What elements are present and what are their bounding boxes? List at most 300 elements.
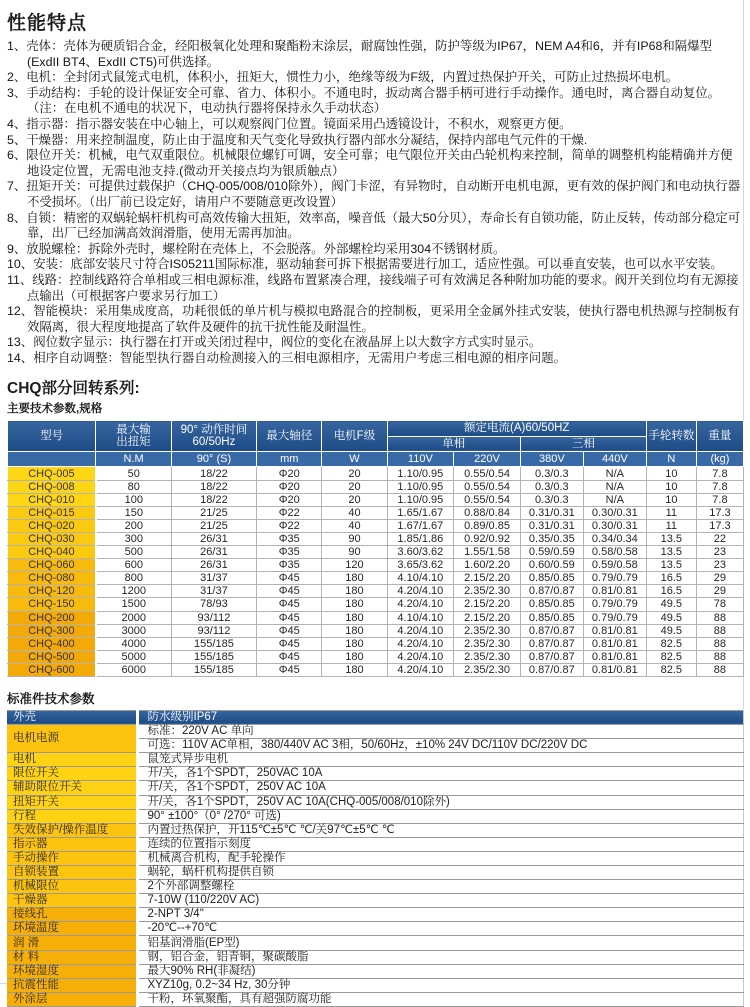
spec-table-row (8, 611, 744, 624)
current-440v-cell: 0.81/0.81 (583, 637, 646, 650)
current-380v-cell: 0.87/0.87 (520, 585, 583, 598)
current-220v-cell: 1.55/1.58 (454, 546, 521, 559)
standard-table (7, 710, 744, 1007)
motor-cell: 20 (322, 467, 387, 480)
motor-cell: 180 (322, 572, 387, 585)
feature-number: 8、 (7, 210, 27, 225)
standard-label: 扭矩开关 (7, 795, 137, 809)
current-220v-cell: 0.55/0.54 (454, 480, 521, 493)
model-cell: CHQ-005 (8, 467, 96, 480)
motor-cell: 20 (322, 493, 387, 506)
standard-table-head-rows (7, 710, 744, 752)
col-header-single-phase: 单相 (387, 436, 520, 452)
current-380v-cell: 0.87/0.87 (520, 624, 583, 637)
torque-cell: 3000 (96, 624, 171, 637)
feature-text: 相序自动调整：智能型执行器自动检测接入的三相电源相序，无需用户考虑三相电源的相序问题。 (33, 350, 566, 365)
torque-cell: 5000 (96, 650, 171, 663)
standard-value: 7-10W (110/220V AC) (137, 894, 744, 908)
time-cell: 93/112 (171, 611, 256, 624)
weight-cell: 7.8 (696, 467, 743, 480)
feature-text: 安装：底部安装尺寸符合IS05211国际标准，驱动轴套可拆下根据需要进行加工，适应性强。可以垂直安装，也可以水平安装。 (33, 257, 723, 272)
shaft-cell: Φ45 (257, 611, 322, 624)
motor-cell: 90 (322, 546, 387, 559)
current-110v-cell: 1.85/1.86 (387, 532, 454, 545)
current-220v-cell: 2.35/2.30 (454, 585, 521, 598)
standard-label: 电机电源 (7, 725, 137, 753)
current-110v-cell: 3.60/3.62 (387, 546, 454, 559)
time-cell: 31/37 (171, 572, 256, 585)
feature-item (7, 117, 743, 133)
standard-label: 环境温度 (7, 922, 137, 936)
shaft-cell: Φ45 (257, 637, 322, 650)
motor-cell: 40 (322, 519, 387, 532)
handwheel-cell: 10 (646, 480, 696, 493)
standard-label: 机械限位 (7, 880, 137, 894)
standard-value: 机械离合机构，配手轮操作 (137, 851, 744, 865)
spec-table-row (8, 663, 744, 676)
current-440v-cell: 0.30/0.31 (583, 519, 646, 532)
spec-table-row (8, 572, 744, 585)
torque-cell: 6000 (96, 663, 171, 676)
current-440v-cell: N/A (583, 493, 646, 506)
shaft-cell: Φ45 (257, 624, 322, 637)
model-cell: CHQ-400 (8, 637, 96, 650)
standard-label: 行程 (7, 809, 137, 823)
motor-cell: 180 (322, 598, 387, 611)
handwheel-cell: 82.5 (646, 663, 696, 676)
standard-row (7, 922, 744, 936)
torque-cell: 2000 (96, 611, 171, 624)
standard-label: 润 滑 (7, 936, 137, 950)
feature-item (7, 39, 743, 70)
standard-value: 2-NPT 3/4" (137, 908, 744, 922)
torque-cell: 100 (96, 493, 171, 506)
motor-cell: 120 (322, 559, 387, 572)
current-440v-cell: N/A (583, 480, 646, 493)
feature-text: 限位开关：机械，电气双重限位。机械限位螺钉可调，安全可靠；电气限位开关由凸轮机构来控制，简单的调整机构能精确并方便地设定位置，无需电池支持.(微动开关接点均为银质触点） (26, 148, 733, 178)
time-cell: 93/112 (171, 624, 256, 637)
current-110v-cell: 1.10/0.95 (387, 480, 454, 493)
feature-number: 9、 (7, 241, 27, 256)
time-cell: 78/93 (171, 598, 256, 611)
standard-value: XYZ10g, 0.2~34 Hz, 30分钟 (137, 978, 744, 992)
standard-value: 开/关，各1个SPDT，250V AC 10A (137, 781, 744, 795)
model-cell: CHQ-200 (8, 611, 96, 624)
current-380v-cell: 0.85/0.85 (520, 598, 583, 611)
handwheel-cell: 10 (646, 493, 696, 506)
standard-section-title: 标准件技术参数 (7, 691, 95, 706)
standard-row (7, 866, 744, 880)
feature-number: 3、 (7, 85, 27, 100)
feature-number: 2、 (7, 70, 27, 85)
time-cell: 18/22 (171, 480, 256, 493)
standard-value: 干粉，环氧聚酯，具有超强防腐功能 (137, 992, 744, 1006)
model-cell: CHQ-040 (8, 546, 96, 559)
standard-row (7, 781, 744, 795)
current-380v-cell: 0.87/0.87 (520, 650, 583, 663)
torque-cell: 50 (96, 467, 171, 480)
feature-number: 4、 (7, 116, 27, 131)
current-220v-cell: 0.88/0.84 (454, 506, 521, 519)
current-440v-cell: 0.79/0.79 (583, 572, 646, 585)
feature-text: 智能模块：采用集成度高，功耗很低的单片机与模拟电路混合的控制板，更采用全金属外挂式安装，使执行器电机热源与控制板有效隔离，很大程度地提高了软件及硬件的抗干扰性能及耐温性。 (27, 304, 740, 334)
current-380v-cell: 0.3/0.3 (520, 467, 583, 480)
standard-row (7, 894, 744, 908)
standard-value: 最大90% RH(非凝结) (137, 964, 744, 978)
standard-row (7, 992, 744, 1006)
weight-cell: 88 (696, 624, 743, 637)
spec-table-row (8, 546, 744, 559)
current-110v-cell: 4.20/4.10 (387, 663, 454, 676)
model-cell: CHQ-010 (8, 493, 96, 506)
standard-row-shell (7, 710, 744, 724)
unit-motor: W (322, 452, 387, 467)
current-380v-cell: 0.3/0.3 (520, 493, 583, 506)
standard-value: 蜗轮，蜗杆机构提供自锁 (137, 866, 744, 880)
standard-value: 开/关，各1个SPDT，250VAC 10A (137, 767, 744, 781)
current-110v-cell: 1.67/1.67 (387, 519, 454, 532)
motor-cell: 20 (322, 480, 387, 493)
weight-cell: 78 (696, 598, 743, 611)
spec-table-row (8, 624, 744, 637)
handwheel-cell: 11 (646, 506, 696, 519)
spec-table-row (8, 585, 744, 598)
current-220v-cell: 1.60/2.20 (454, 559, 521, 572)
spec-table-row (8, 519, 744, 532)
current-440v-cell: N/A (583, 467, 646, 480)
shaft-cell: Φ22 (257, 519, 322, 532)
standard-row (7, 936, 744, 950)
current-380v-cell: 0.35/0.35 (520, 532, 583, 545)
current-220v-cell: 0.55/0.54 (454, 467, 521, 480)
standard-value: 可选：110V AC单相，380/440V AC 3相，50/60Hz，±10% 24V DC/110V DC/220V DC (137, 739, 744, 753)
standard-label: 辅助限位开关 (7, 781, 137, 795)
unit-torque: N.M (96, 452, 171, 467)
weight-cell: 17.3 (696, 519, 743, 532)
feature-number: 13、 (7, 335, 34, 350)
standard-label: 抗震性能 (7, 978, 137, 992)
time-cell: 21/25 (171, 519, 256, 532)
feature-text: 壳体：壳体为硬质铝合金，经阳极氧化处理和聚酯粉末涂层，耐腐蚀性强，防护等级为IP67，NEM A4和6，并有IP68和隔爆型(ExdII BT4、ExdII CT5)可供选择。 (26, 39, 712, 69)
standard-value: -20℃--+70℃ (137, 922, 744, 936)
time-cell: 26/31 (171, 559, 256, 572)
feature-item (7, 335, 743, 351)
feature-text: 手动结构：手轮的设计保证安全可靠、省力、体积小。不通电时，扳动离合器手柄可进行手动操作。通电时，离合器自动复位。（注：在电机不通电的状况下，电动执行器将保持永久手动状态） (26, 85, 721, 116)
current-440v-cell: 0.79/0.79 (583, 598, 646, 611)
standard-row (7, 880, 744, 894)
handwheel-cell: 49.5 (646, 598, 696, 611)
current-220v-cell: 0.55/0.54 (454, 493, 521, 506)
torque-cell: 200 (96, 519, 171, 532)
series-section-subtitle: 主要技术参数,规格 (7, 403, 103, 416)
standard-label: 外涂层 (7, 992, 137, 1006)
standard-value: 标准：220V AC 单向 (137, 725, 744, 739)
weight-cell: 29 (696, 572, 743, 585)
time-cell: 31/37 (171, 585, 256, 598)
motor-cell: 180 (322, 611, 387, 624)
model-cell: CHQ-600 (8, 663, 96, 676)
model-cell: CHQ-030 (8, 532, 96, 545)
standard-value: 连续的位置指示刻度 (137, 837, 744, 851)
unit-440v: 440V (583, 452, 646, 467)
standard-row (7, 978, 744, 992)
time-cell: 155/185 (171, 637, 256, 650)
feature-text: 自锁：精密的双蜗轮蜗杆机构可高效传输大扭矩，效率高，噪音低（最大50分贝），寿命长有自锁功能，防止反转，传动部分稳定可靠，出厂已经加满高效润滑脂，使用无需再加油。 (26, 210, 741, 241)
model-cell: CHQ-008 (8, 480, 96, 493)
unit-handwheel: N (646, 452, 696, 467)
features-list (7, 39, 743, 366)
standard-label: 干燥器 (7, 894, 137, 908)
col-header-weight: 重量 (696, 421, 743, 452)
col-header-time: 90° 动作时间 60/50Hz (171, 421, 256, 452)
col-header-model: 型号 (8, 421, 96, 452)
handwheel-cell: 13.5 (646, 559, 696, 572)
feature-text: 线路：控制线路符合单相或三相电源标准，线路布置紧凑合理，接线端子可有效满足各种附加功能的要求。阀开关到位均有无源接点输出（可根据客户要求另行加工） (27, 272, 739, 303)
motor-cell: 180 (322, 650, 387, 663)
unit-shaft: mm (257, 452, 322, 467)
feature-text: 干燥器：用来控制温度，防止由于温度和天气变化导致执行器内部水分凝结，保持内部电气元件的干燥. (26, 132, 588, 147)
current-380v-cell: 0.59/0.59 (520, 546, 583, 559)
spec-table-header (8, 421, 744, 467)
current-440v-cell: 0.58/0.58 (583, 546, 646, 559)
current-440v-cell: 0.79/0.79 (583, 611, 646, 624)
current-440v-cell: 0.81/0.81 (583, 624, 646, 637)
feature-item (7, 211, 743, 242)
feature-item (7, 179, 743, 210)
shaft-cell: Φ45 (257, 663, 322, 676)
current-220v-cell: 2.15/2.20 (454, 572, 521, 585)
handwheel-cell: 13.5 (646, 532, 696, 545)
standard-label: 自锁装置 (7, 866, 137, 880)
handwheel-cell: 11 (646, 519, 696, 532)
feature-item (7, 257, 743, 273)
shaft-cell: Φ45 (257, 572, 322, 585)
torque-cell: 500 (96, 546, 171, 559)
time-cell: 18/22 (171, 493, 256, 506)
feature-number: 14、 (7, 350, 34, 365)
feature-item (7, 86, 743, 117)
shaft-cell: Φ20 (257, 467, 322, 480)
current-110v-cell: 3.65/3.62 (387, 559, 454, 572)
unit-380v: 380V (520, 452, 583, 467)
shaft-cell: Φ20 (257, 493, 322, 506)
feature-item (7, 273, 743, 304)
motor-cell: 180 (322, 585, 387, 598)
motor-cell: 180 (322, 624, 387, 637)
standard-label: 失效保护/操作温度 (7, 823, 137, 837)
spec-table-row (8, 506, 744, 519)
spec-table-row (8, 480, 744, 493)
motor-cell: 180 (322, 637, 387, 650)
standard-value: 2个外部调整螺栓 (137, 880, 744, 894)
spec-table-row (8, 598, 744, 611)
standard-row (7, 809, 744, 823)
current-220v-cell: 2.35/2.30 (454, 637, 521, 650)
page-title: 性能特点 (7, 13, 88, 34)
standard-row-power (7, 725, 744, 739)
feature-item (7, 304, 743, 335)
col-header-torque: 最大输 出扭矩 (96, 421, 171, 452)
current-380v-cell: 0.87/0.87 (520, 637, 583, 650)
current-110v-cell: 4.20/4.10 (387, 637, 454, 650)
model-cell: CHQ-080 (8, 572, 96, 585)
feature-number: 1、 (7, 39, 27, 53)
feature-text: 放脱螺栓：拆除外壳时，螺栓附在壳体上，不会脱落。外部螺栓均采用304不锈钢材质。 (26, 241, 506, 256)
standard-value: 铝基润滑脂(EP型) (137, 936, 744, 950)
standard-table-body (7, 753, 744, 1007)
spec-table-row (8, 493, 744, 506)
standard-label: 接线孔 (7, 908, 137, 922)
standard-value: 防水级别IP67 (137, 710, 744, 724)
model-cell: CHQ-060 (8, 559, 96, 572)
weight-cell: 7.8 (696, 493, 743, 506)
feature-number: 11、 (7, 272, 33, 287)
torque-cell: 300 (96, 532, 171, 545)
time-cell: 26/31 (171, 532, 256, 545)
current-220v-cell: 2.15/2.20 (454, 598, 521, 611)
standard-label: 材 料 (7, 950, 137, 964)
weight-cell: 29 (696, 585, 743, 598)
col-header-current-group: 额定电流(A)60/50HZ (387, 421, 646, 437)
current-440v-cell: 0.81/0.81 (583, 585, 646, 598)
torque-cell: 600 (96, 559, 171, 572)
model-cell: CHQ-150 (8, 598, 96, 611)
time-cell: 155/185 (171, 663, 256, 676)
col-header-handwheel: 手轮转数 (646, 421, 696, 452)
current-110v-cell: 1.10/0.95 (387, 467, 454, 480)
feature-number: 10、 (7, 257, 34, 272)
model-cell: CHQ-500 (8, 650, 96, 663)
standard-row (7, 823, 744, 837)
feature-item (7, 70, 743, 86)
spec-table (7, 420, 744, 677)
motor-cell: 40 (322, 506, 387, 519)
time-cell: 18/22 (171, 467, 256, 480)
handwheel-cell: 10 (646, 467, 696, 480)
series-section-title: CHQ部分回转系列: (7, 380, 140, 398)
standard-label: 限位开关 (7, 767, 137, 781)
handwheel-cell: 16.5 (646, 585, 696, 598)
standard-value: 鼠笼式异步电机 (137, 753, 744, 767)
col-header-three-phase: 三相 (520, 436, 646, 452)
spec-table-row (8, 467, 744, 480)
standard-row (7, 964, 744, 978)
weight-cell: 23 (696, 546, 743, 559)
torque-cell: 800 (96, 572, 171, 585)
feature-text: 阀位数字显示：执行器在打开或关闭过程中，阀位的变化在液晶屏上以大数字方式实时显示。 (33, 335, 542, 350)
standard-row (7, 851, 744, 865)
current-440v-cell: 0.34/0.34 (583, 532, 646, 545)
shaft-cell: Φ35 (257, 546, 322, 559)
current-440v-cell: 0.59/0.58 (583, 559, 646, 572)
handwheel-cell: 13.5 (646, 546, 696, 559)
col-header-shaft: 最大轴径 (257, 421, 322, 452)
standard-label: 指示器 (7, 837, 137, 851)
feature-number: 7、 (7, 179, 27, 194)
current-110v-cell: 4.20/4.10 (387, 624, 454, 637)
standard-row (7, 767, 744, 781)
current-220v-cell: 2.15/2.20 (454, 611, 521, 624)
model-cell: CHQ-020 (8, 519, 96, 532)
handwheel-cell: 16.5 (646, 572, 696, 585)
weight-cell: 88 (696, 650, 743, 663)
current-220v-cell: 0.92/0.92 (454, 532, 521, 545)
torque-cell: 4000 (96, 637, 171, 650)
current-110v-cell: 4.20/4.10 (387, 585, 454, 598)
unit-model (8, 452, 96, 467)
standard-label: 手动操作 (7, 851, 137, 865)
handwheel-cell: 49.5 (646, 624, 696, 637)
model-cell: CHQ-120 (8, 585, 96, 598)
current-380v-cell: 0.31/0.31 (520, 519, 583, 532)
weight-cell: 88 (696, 637, 743, 650)
motor-cell: 90 (322, 532, 387, 545)
current-380v-cell: 0.3/0.3 (520, 480, 583, 493)
handwheel-cell: 82.5 (646, 637, 696, 650)
spec-table-body (8, 467, 744, 677)
col-header-motor: 电机F级 (322, 421, 387, 452)
feature-text: 扭矩开关：可提供过载保护（CHQ-005/008/010除外），阀门卡涩，有异物时，自动断开电机电源，更有效的保护阀门和电动执行器不受损坏。（出厂前已设定好，请用户不要随意更改设置） (26, 179, 741, 209)
current-220v-cell: 0.89/0.85 (454, 519, 521, 532)
time-cell: 26/31 (171, 546, 256, 559)
shaft-cell: Φ45 (257, 650, 322, 663)
current-440v-cell: 0.30/0.31 (583, 506, 646, 519)
unit-220v: 220V (454, 452, 521, 467)
feature-item (7, 351, 743, 367)
time-cell: 155/185 (171, 650, 256, 663)
spec-table-row (8, 532, 744, 545)
current-440v-cell: 0.81/0.81 (583, 650, 646, 663)
unit-110v: 110V (387, 452, 454, 467)
standard-label: 环境湿度 (7, 964, 137, 978)
shaft-cell: Φ45 (257, 585, 322, 598)
shaft-cell: Φ35 (257, 559, 322, 572)
torque-cell: 1200 (96, 585, 171, 598)
feature-item (7, 148, 743, 179)
current-380v-cell: 0.85/0.85 (520, 611, 583, 624)
shaft-cell: Φ20 (257, 480, 322, 493)
weight-cell: 22 (696, 532, 743, 545)
handwheel-cell: 49.5 (646, 611, 696, 624)
feature-number: 5、 (7, 132, 27, 147)
feature-number: 6、 (7, 148, 27, 163)
weight-cell: 7.8 (696, 480, 743, 493)
unit-weight: (kg) (696, 452, 743, 467)
feature-text: 指示器：指示器安装在中心轴上，可以观察阀门位置。镜面采用凸透镜设计，不积水，观察更方便。 (26, 116, 572, 131)
torque-cell: 1500 (96, 598, 171, 611)
standard-row (7, 795, 744, 809)
standard-value: 内置过热保护，开115℃±5℃ ℃/关97℃±5℃ ℃ (137, 823, 744, 837)
standard-row (7, 837, 744, 851)
feature-text: 电机：全封闭式鼠笼式电机，体积小，扭矩大，惯性力小，绝缘等级为F级，内置过热保护开关，可防止过热损坏电机。 (26, 70, 679, 85)
current-110v-cell: 1.10/0.95 (387, 493, 454, 506)
standard-value: 90° ±100°（0° /270° 可选) (137, 809, 744, 823)
current-220v-cell: 2.35/2.30 (454, 650, 521, 663)
torque-cell: 80 (96, 480, 171, 493)
model-cell: CHQ-300 (8, 624, 96, 637)
current-220v-cell: 2.35/2.30 (454, 624, 521, 637)
weight-cell: 88 (696, 611, 743, 624)
current-380v-cell: 0.85/0.85 (520, 572, 583, 585)
current-380v-cell: 0.87/0.87 (520, 663, 583, 676)
units-row (8, 452, 744, 467)
standard-value: 钢，铝合金，铝青铜，聚碳酸脂 (137, 950, 744, 964)
current-380v-cell: 0.60/0.59 (520, 559, 583, 572)
torque-cell: 150 (96, 506, 171, 519)
motor-cell: 180 (322, 663, 387, 676)
current-110v-cell: 4.20/4.10 (387, 598, 454, 611)
time-cell: 21/25 (171, 506, 256, 519)
